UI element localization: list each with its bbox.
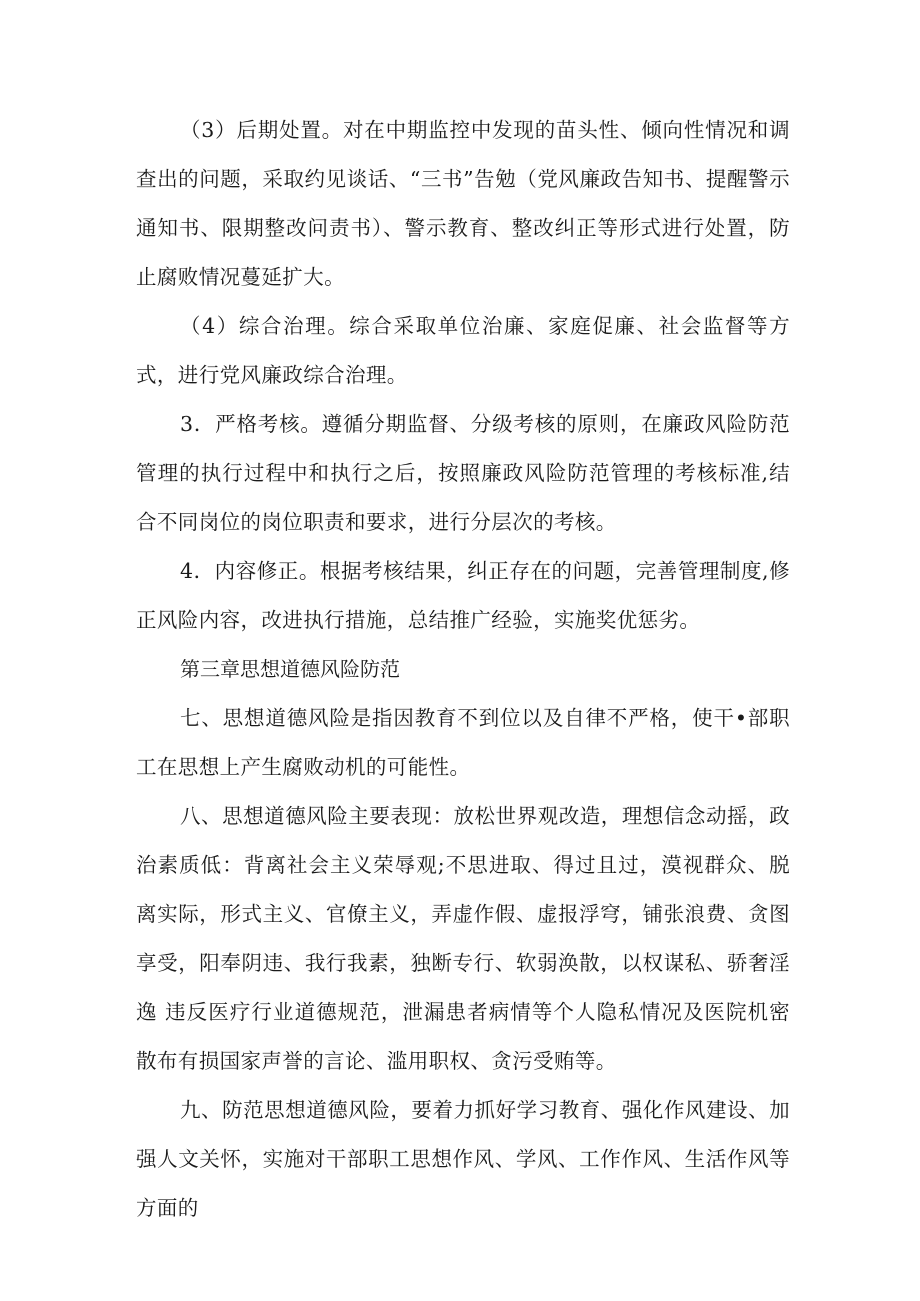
paragraph-content-revision: 4．内容修正。根据考核结果，纠正存在的问题，完善管理制度,修正风险内容，改进执行措施，总结推广经验，实施奖优惩劣。	[136, 559, 790, 632]
article-seven: 七、思想道德风险是指因教育不到位以及自律不严格，使干•部职工在思想上产生腐败动机的可能性。	[136, 706, 790, 779]
chapter-heading: 第三章思想道德风险防范	[180, 657, 400, 681]
article-nine: 九、防范思想道德风险，要着力抓好学习教育、强化作风建设、加强人文关怀，实施对干部职工思想作风、学风、工作作风、生活作风等方面的	[136, 1098, 790, 1220]
paragraph-comprehensive-governance: （4）综合治理。综合采取单位治廉、家庭促廉、社会监督等方式，进行党风廉政综合治理。	[136, 314, 790, 387]
paragraph-strict-assessment: 3．严格考核。遵循分期监督、分级考核的原则，在廉政风险防范管理的执行过程中和执行之后，按照廉政风险防范管理的考核标准,结合不同岗位的岗位职责和要求，进行分层次的考核。	[136, 412, 790, 534]
paragraph-post-disposal: （3）后期处置。对在中期监控中发现的苗头性、倾向性情况和调查出的问题，采取约见谈话、“三书”告勉（党风廉政告知书、提醒警示通知书、限期整改问责书）、警示教育、整改纠正等形式进行处置，防止腐败情况蔓延扩大。	[136, 118, 790, 289]
article-eight: 八、思想道德风险主要表现：放松世界观改造，理想信念动摇，政治素质低：背离社会主义荣辱观;不思进取、得过且过，漠视群众、脱离实际，形式主义、官僚主义，弄虚作假、虚报浮穹，铺张浪费、贪图享受，阳奉阴违、我行我素，独断专行、软弱涣散，以权谋私、骄奢淫逸 违反医疗行业道德规范，泄漏患者病情等个人隐私情况及医院机密 散布有损国家声誉的言论、滥用职权、贪污受贿等。	[136, 804, 790, 1073]
